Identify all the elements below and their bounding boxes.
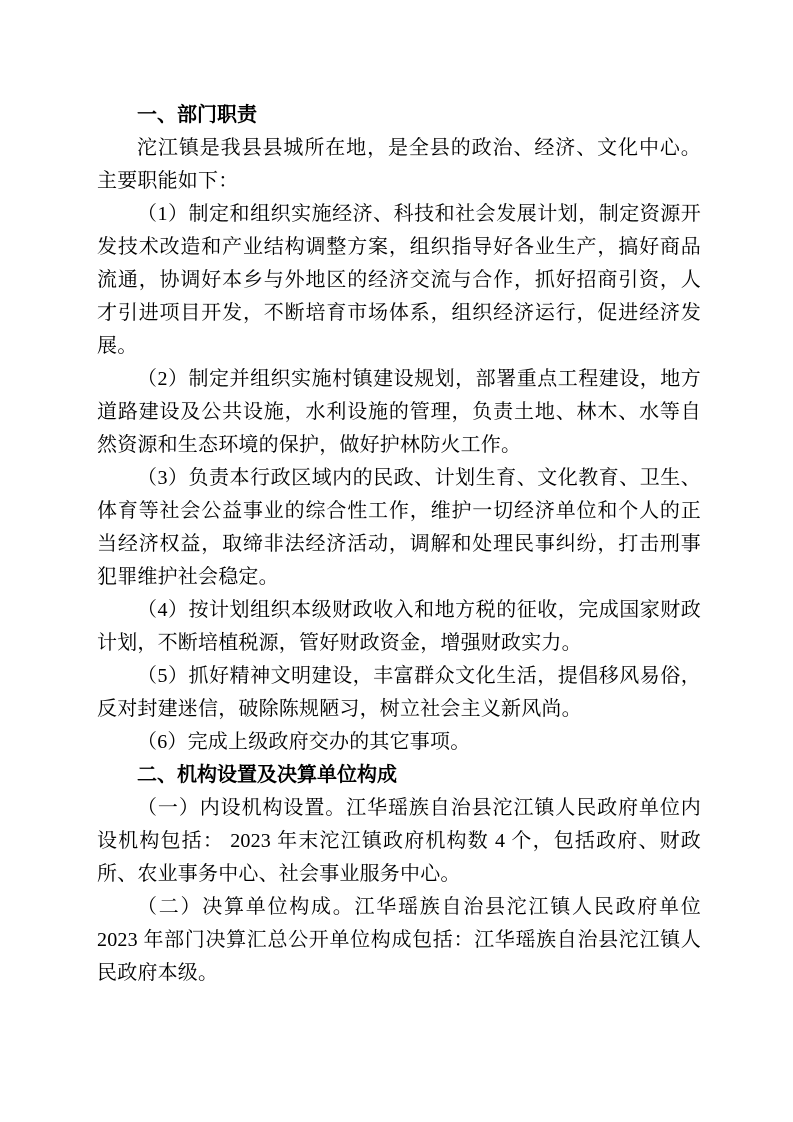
duty-item-3: （3）负责本行政区域内的民政、计划生育、文化教育、卫生、体育等社会公益事业的综合性工作，维护一切经济单位和个人的正当经济权益，取缔非法经济活动，调解和处理民事纠纷，打击刑事犯罪维护社会稳定。 bbox=[97, 467, 701, 588]
unit-composition-paragraph: （二）决算单位构成。江华瑶族自治县沱江镇人民政府单位 2023 年部门决算汇总公开单位构成包括：江华瑶族自治县沱江镇人民政府本级。 bbox=[97, 896, 701, 984]
duty-item-4: （4）按计划组织本级财政收入和地方税的征收，完成国家财政计划，不断培植税源，管好财政资金，增强财政实力。 bbox=[97, 599, 701, 654]
duty-item-2: （2）制定并组织实施村镇建设规划，部署重点工程建设，地方道路建设及公共设施，水利设施的管理，负责土地、林木、水等自然资源和生态环境的保护，做好护林防火工作。 bbox=[97, 368, 701, 456]
internal-org-paragraph: （一）内设机构设置。江华瑶族自治县沱江镇人民政府单位内设机构包括： 2023 年末沱江镇政府机构数 4 个，包括政府、财政所、农业事务中心、社会事业服务中心。 bbox=[97, 797, 701, 885]
intro-paragraph: 沱江镇是我县县城所在地，是全县的政治、经济、文化中心。主要职能如下： bbox=[97, 137, 701, 192]
duty-item-6: （6）完成上级政府交办的其它事项。 bbox=[137, 731, 471, 753]
section-heading-department-duties: 一、部门职责 bbox=[137, 104, 257, 126]
duty-item-1: （1）制定和组织实施经济、科技和社会发展计划，制定资源开发技术改造和产业结构调整方案，组织指导好各业生产，搞好商品流通，协调好本乡与外地区的经济交流与合作，抓好招商引资，人才引进项目开发，不断培育市场体系，组织经济运行，促进经济发展。 bbox=[97, 203, 701, 357]
duty-item-5: （5）抓好精神文明建设，丰富群众文化生活，提倡移风易俗，反对封建迷信，破除陈规陋习，树立社会主义新风尚。 bbox=[97, 665, 701, 720]
section-heading-org-structure: 二、机构设置及决算单位构成 bbox=[137, 764, 397, 786]
